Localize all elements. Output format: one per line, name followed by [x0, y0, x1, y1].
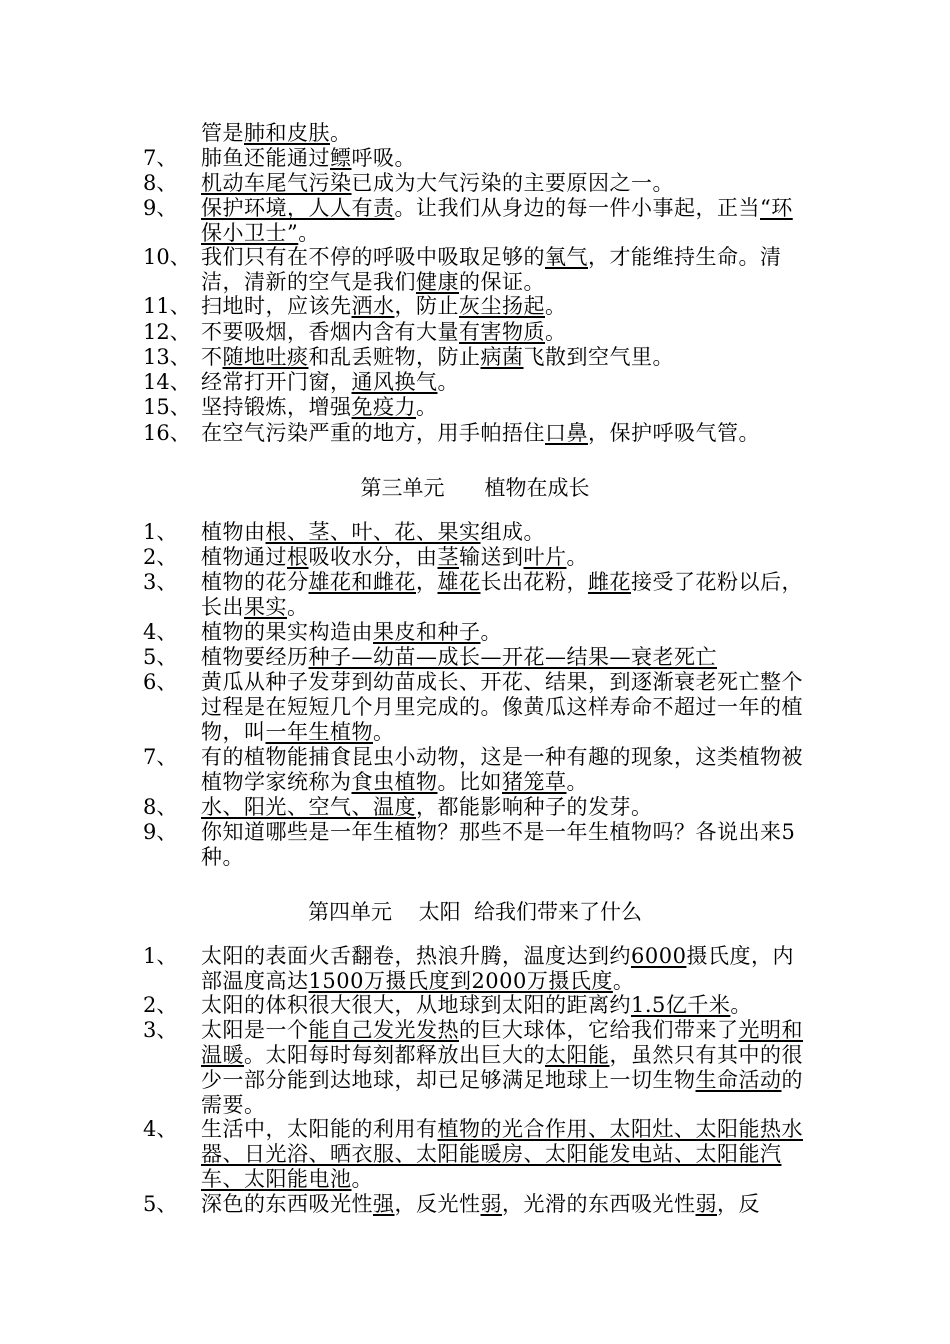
item-text — [201, 993, 813, 1018]
unit3-title: 第三单元 植物在成长 — [360, 476, 590, 500]
item-number: 1、 — [143, 520, 178, 544]
answer-underlined: 洒水 — [351, 294, 395, 318]
answer-underlined: 植物的光合作用、太阳灶、太阳能热水器、日光浴、晒衣服、太阳能暖房、太阳能发电站、太阳能汽车、太阳能电池 — [201, 1117, 803, 1191]
text-segment: 植物要经历 — [201, 645, 309, 669]
item-text — [201, 320, 813, 345]
text-segment: 。太阳每时每刻都释放出巨大的 — [244, 1043, 545, 1067]
item-text — [201, 146, 813, 171]
item-number: 3、 — [143, 1018, 178, 1042]
item-number: 8、 — [143, 171, 178, 195]
text-segment: 不要吸烟，香烟内含有大量 — [201, 320, 459, 344]
item-number: 6、 — [143, 670, 178, 694]
answer-underlined: 免疫力 — [351, 395, 416, 419]
text-segment: 植物由 — [201, 520, 266, 544]
text-segment: 已成为大气污染的主要原因之一。 — [351, 171, 674, 195]
text-segment: 你知道哪些是一年生植物？那些不是一年生植物吗？各说出来5种。 — [201, 820, 796, 869]
answer-underlined: 雄花 — [437, 570, 481, 594]
text-segment: 。 — [566, 545, 588, 569]
answer-underlined: 1.5亿千米 — [631, 993, 731, 1017]
text-segment: ， — [416, 570, 438, 594]
list-item — [143, 944, 813, 994]
list-item — [143, 745, 813, 795]
list-item — [143, 1018, 813, 1118]
list-item — [143, 345, 813, 370]
text-segment: 。 — [545, 294, 567, 318]
item-number: 4、 — [143, 1117, 178, 1141]
text-segment: 扫地时，应该先 — [201, 294, 352, 318]
item-text — [201, 795, 813, 820]
text-segment: ，防止 — [394, 294, 459, 318]
list-item — [143, 570, 813, 620]
item-text — [201, 395, 813, 420]
answer-underlined: 氧气 — [545, 245, 588, 269]
answer-underlined: 能自己发光发热 — [308, 1018, 459, 1042]
text-segment: 。 — [287, 595, 309, 619]
item-text — [201, 820, 813, 870]
answer-underlined: 随地吐痰 — [222, 345, 309, 369]
item-text — [201, 745, 813, 795]
text-segment: ，都能影响种子的发芽。 — [416, 795, 653, 819]
answer-underlined: 机动车尾气污染 — [201, 171, 352, 195]
text-segment: 长出花粉， — [480, 570, 588, 594]
text-segment: 管是 — [201, 121, 244, 145]
item-number: 3、 — [143, 570, 178, 594]
item-text — [201, 196, 813, 246]
text-segment: 植物通过 — [201, 545, 287, 569]
list-item — [143, 395, 813, 420]
list-item — [143, 294, 813, 319]
item-text — [201, 944, 813, 994]
text-segment: 飞散到空气里。 — [523, 345, 674, 369]
text-segment: 摄氏度，内部温度高达 — [201, 944, 794, 993]
text-segment: 呼吸。 — [351, 146, 416, 170]
item-text — [201, 670, 813, 745]
item-text — [201, 121, 813, 146]
text-segment: 坚持锻炼，增强 — [201, 395, 352, 419]
list-item — [143, 370, 813, 395]
item-text — [201, 370, 813, 395]
item-number: 1、 — [143, 944, 178, 968]
answer-underlined: 根、茎、叶、花、果实 — [265, 520, 481, 544]
item-text — [201, 171, 813, 196]
text-segment: 。 — [351, 1167, 373, 1191]
answer-underlined: 有害物质 — [459, 320, 545, 344]
text-segment: 。 — [612, 969, 635, 993]
answer-underlined: 肺和皮肤 — [244, 121, 330, 145]
list-item — [143, 820, 813, 870]
list-item — [143, 545, 813, 570]
answer-underlined: 叶片 — [523, 545, 567, 569]
answer-underlined: 保护环境，人人有责 — [201, 196, 395, 220]
answer-underlined: 雄花和雌花 — [308, 570, 416, 594]
item-text — [201, 345, 813, 370]
text-segment: 。 — [566, 770, 588, 794]
list-item — [143, 645, 813, 670]
answer-underlined: 根 — [287, 545, 309, 569]
list-item — [143, 320, 813, 345]
answer-underlined: 弱 — [695, 1192, 717, 1216]
text-segment: 的保证。 — [459, 270, 545, 294]
item-number: 2、 — [143, 993, 178, 1017]
text-segment: 和乱丢赃物，防止 — [308, 345, 481, 369]
answer-underlined: 猪笼草 — [502, 770, 567, 794]
text-segment: 的巨大球体，它给我们带来了 — [459, 1018, 739, 1042]
list-item — [143, 171, 813, 196]
text-segment: 。 — [416, 395, 438, 419]
text-segment: 植物的花分 — [201, 570, 309, 594]
answer-underlined: 生命活动 — [695, 1068, 782, 1092]
text-segment: 吸收水分，由 — [308, 545, 438, 569]
text-segment: 经常打开门窗， — [201, 370, 352, 394]
continuation-line — [143, 121, 813, 146]
text-segment: 植物的果实构造由 — [201, 620, 373, 644]
text-segment: 我们只有在不停的呼吸中吸取足够的 — [201, 245, 545, 269]
text-segment: 。 — [480, 620, 502, 644]
text-segment: 。 — [437, 370, 459, 394]
text-segment: 。 — [330, 121, 352, 145]
text-segment: 太阳是一个 — [201, 1018, 309, 1042]
answer-underlined: 种子—幼苗—成长—开花—结果—衰老死亡 — [308, 645, 717, 669]
item-text — [201, 1117, 813, 1192]
item-number: 8、 — [143, 795, 178, 819]
answer-underlined: 茎 — [437, 545, 459, 569]
text-segment: 。 — [545, 320, 567, 344]
text-segment: 。比如 — [437, 770, 502, 794]
answer-underlined: 太阳能 — [545, 1043, 610, 1067]
text-segment: 生活中，太阳能的利用有 — [201, 1117, 438, 1141]
answer-underlined: 健康 — [416, 270, 459, 294]
item-number: 9、 — [143, 196, 178, 220]
item-number: 7、 — [143, 745, 178, 769]
answer-underlined: “环保小卫士” — [201, 196, 793, 245]
item-text — [201, 620, 813, 645]
text-segment: ，光滑的东西吸光性 — [502, 1192, 696, 1216]
answer-underlined: 光明和温暖 — [201, 1018, 803, 1067]
list-item — [143, 421, 813, 446]
answer-underlined: 水、阳光、空气、温度 — [201, 795, 416, 819]
list-item — [143, 146, 813, 171]
item-text — [201, 545, 813, 570]
text-segment: 肺鱼还能通过 — [201, 146, 330, 170]
answer-underlined: 6000 — [631, 944, 687, 968]
list-item — [143, 520, 813, 545]
text-segment: 太阳的表面火舌翻卷，热浪升腾，温度达到约 — [201, 944, 631, 968]
item-text — [201, 520, 813, 545]
list-item — [143, 1117, 813, 1192]
answer-underlined: 果实 — [244, 595, 287, 619]
text-segment: 黄瓜从种子发芽到幼苗成长、开花、结果，到逐渐衰老死亡整个过程是在短短几个月里完成的。像黄瓜这样寿命不超过一年的植物，叫 — [201, 670, 803, 744]
item-text — [201, 421, 813, 446]
list-item — [143, 1192, 813, 1217]
answer-underlined: 强 — [373, 1192, 395, 1216]
text-segment: 。 — [373, 720, 395, 744]
answer-underlined: 灰尘扬起 — [459, 294, 545, 318]
text-segment: ，虽然只有其中的很少一部分能到达地球，却已足够满足地球上一切生物 — [201, 1043, 803, 1092]
unit4-title: 第四单元 太阳 给我们带来了什么 — [307, 900, 643, 924]
text-segment: 。让我们从身边的每一件小事起，正当 — [394, 196, 760, 220]
item-number: 12、 — [143, 320, 191, 344]
text-segment: 。 — [730, 993, 752, 1017]
text-segment: ，保护呼吸气管。 — [588, 421, 760, 445]
text-segment: 在空气污染严重的地方，用手帕捂住 — [201, 421, 545, 445]
text-segment: 。 — [298, 221, 320, 245]
item-number: 2、 — [143, 545, 178, 569]
item-text — [201, 245, 813, 295]
list-item — [143, 670, 813, 745]
item-text — [201, 294, 813, 319]
answer-underlined: 雌花 — [588, 570, 631, 594]
item-number: 11、 — [143, 294, 191, 318]
answer-underlined: 果皮和种子 — [373, 620, 481, 644]
list-item — [143, 795, 813, 820]
item-number: 13、 — [143, 345, 191, 369]
item-number: 15、 — [143, 395, 191, 419]
list-item — [143, 620, 813, 645]
item-text — [201, 1192, 813, 1217]
item-text — [201, 645, 813, 670]
item-number: 5、 — [143, 1192, 178, 1216]
item-number: 16、 — [143, 421, 191, 445]
text-segment: 深色的东西吸光性 — [201, 1192, 373, 1216]
list-item — [143, 196, 813, 246]
answer-underlined: 食虫植物 — [351, 770, 438, 794]
answer-underlined: 一年生植物 — [265, 720, 373, 744]
answer-underlined: 鳔 — [330, 146, 352, 170]
text-segment: ，反 — [717, 1192, 760, 1216]
answer-underlined: 1500万摄氏度到2000万摄氏度 — [308, 969, 613, 993]
item-text — [201, 570, 813, 620]
text-segment: 的需要。 — [201, 1068, 803, 1117]
text-segment: 组成。 — [480, 520, 545, 544]
text-segment: 太阳的体积很大很大，从地球到太阳的距离约 — [201, 993, 631, 1017]
item-number: 4、 — [143, 620, 178, 644]
answer-underlined: 弱 — [480, 1192, 502, 1216]
answer-underlined: 病菌 — [480, 345, 524, 369]
list-item — [143, 993, 813, 1018]
answer-underlined: 口鼻 — [545, 421, 588, 445]
item-number: 10、 — [143, 245, 191, 269]
item-number: 14、 — [143, 370, 191, 394]
item-number: 9、 — [143, 820, 178, 844]
item-number: 7、 — [143, 146, 178, 170]
text-segment: 不 — [201, 345, 223, 369]
text-segment: 输送到 — [459, 545, 524, 569]
list-item — [143, 245, 813, 295]
item-text — [201, 1018, 813, 1118]
item-number: 5、 — [143, 645, 178, 669]
text-segment: ，反光性 — [394, 1192, 481, 1216]
text-segment: 有的植物能捕食昆虫小动物，这是一种有趣的现象，这类植物被植物学家统称为 — [201, 745, 803, 794]
text-segment: ，才能维持生命。清洁，清新的空气是我们 — [201, 245, 782, 294]
answer-underlined: 通风换气 — [351, 370, 438, 394]
text-segment: 接受了花粉以后，长出 — [201, 570, 803, 619]
